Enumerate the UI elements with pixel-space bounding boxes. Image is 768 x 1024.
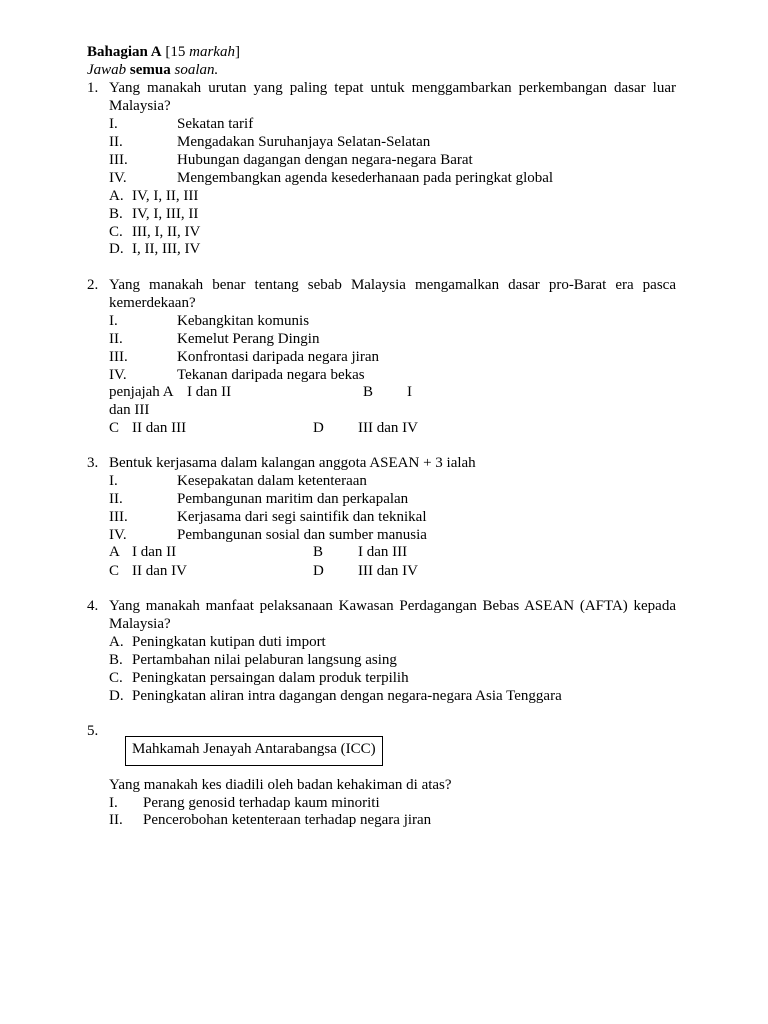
item-text: Pencerobohan ketenteraan terhadap negara jiran <box>143 812 432 828</box>
option-text: II dan IV <box>132 563 187 579</box>
option-text: IV, I, III, II <box>132 206 199 222</box>
item-text: Mengembangkan agenda kesederhanaan pada peringkat global <box>177 170 554 186</box>
question-number: 1. <box>87 80 99 96</box>
option-letter: D <box>313 420 324 436</box>
item-number: III. <box>109 152 128 168</box>
item-number: IV. <box>109 170 127 186</box>
option-text: III dan IV <box>358 420 418 436</box>
question-stem-continued: Malaysia? <box>109 98 171 114</box>
section-heading: Bahagian A [15 markah] <box>87 44 240 60</box>
option-letter: B. <box>109 206 123 222</box>
item-text: Hubungan dagangan dengan negara-negara Barat <box>177 152 473 168</box>
option-text: Peningkatan kutipan duti import <box>132 634 326 650</box>
item-text: Tekanan daripada negara bekas <box>177 367 365 383</box>
option-letter: A. <box>109 634 124 650</box>
item-number: I. <box>109 795 118 811</box>
item-text: Kebangkitan komunis <box>177 313 310 329</box>
item-number: III. <box>109 349 128 365</box>
item-number: II. <box>109 331 123 347</box>
item-text: Kerjasama dari segi saintifik dan teknikal <box>177 509 427 525</box>
item-number: II. <box>109 812 123 828</box>
item-number: I. <box>109 313 118 329</box>
item-text: Pembangunan maritim dan perkapalan <box>177 491 409 507</box>
item-text: Sekatan tarif <box>177 116 254 132</box>
question-number: 2. <box>87 277 99 293</box>
item-text: Kemelut Perang Dingin <box>177 331 320 347</box>
item-text: Pembangunan sosial dan sumber manusia <box>177 527 427 543</box>
question-stem: Yang manakah benar tentang sebab Malaysia mengamalkan dasar pro-Barat era pasca <box>109 277 676 293</box>
option-text: IV, I, II, III <box>132 188 199 204</box>
item-text-wrap: penjajah A <box>109 384 174 400</box>
option-letter: D <box>313 563 324 579</box>
stimulus-text: Mahkamah Jenayah Antarabangsa (ICC) <box>132 741 376 757</box>
question-stem-continued: kemerdekaan? <box>109 295 196 311</box>
option-text: I, II, III, IV <box>132 241 201 257</box>
option-text-continued: dan III <box>109 402 150 418</box>
question-stem: Yang manakah kes diadili oleh badan kehakiman di atas? <box>109 777 452 793</box>
item-text: Mengadakan Suruhanjaya Selatan-Selatan <box>177 134 431 150</box>
item-number: I. <box>109 116 118 132</box>
option-letter: B <box>313 544 324 560</box>
instruction: Jawab semua soalan. <box>87 62 219 78</box>
question-stem: Yang manakah manfaat pelaksanaan Kawasan Perdagangan Bebas ASEAN (AFTA) kepada <box>109 598 676 614</box>
question-number: 5. <box>87 723 99 739</box>
option-text: Peningkatan aliran intra dagangan dengan negara-negara Asia Tenggara <box>132 688 562 704</box>
option-letter: A <box>109 544 120 560</box>
item-text: Kesepakatan dalam ketenteraan <box>177 473 367 489</box>
question-number: 4. <box>87 598 99 614</box>
item-number: I. <box>109 473 118 489</box>
item-number: IV. <box>109 527 127 543</box>
item-text: Perang genosid terhadap kaum minoriti <box>143 795 380 811</box>
option-text: II dan III <box>132 420 187 436</box>
option-text: I dan III <box>358 544 408 560</box>
item-number: II. <box>109 134 123 150</box>
item-number: IV. <box>109 367 127 383</box>
item-number: III. <box>109 509 128 525</box>
option-letter: B <box>363 384 374 400</box>
option-letter: C <box>109 563 120 579</box>
option-letter: D. <box>109 241 124 257</box>
option-letter: C. <box>109 224 123 240</box>
item-number: II. <box>109 491 123 507</box>
option-letter: B. <box>109 652 123 668</box>
option-text: III dan IV <box>358 563 418 579</box>
option-letter: C <box>109 420 120 436</box>
question-stem: Yang manakah urutan yang paling tepat untuk menggambarkan perkembangan dasar luar <box>109 80 676 96</box>
option-text: I dan II <box>132 544 177 560</box>
option-letter: C. <box>109 670 123 686</box>
option-letter: A. <box>109 188 124 204</box>
question-stem: Bentuk kerjasama dalam kalangan anggota ASEAN + 3 ialah <box>109 455 476 471</box>
option-letter: D. <box>109 688 124 704</box>
option-text: I dan II <box>187 384 232 400</box>
option-text: Pertambahan nilai pelaburan langsung asing <box>132 652 397 668</box>
option-text: III, I, II, IV <box>132 224 201 240</box>
item-text: Konfrontasi daripada negara jiran <box>177 349 379 365</box>
question-number: 3. <box>87 455 99 471</box>
option-text: Peningkatan persaingan dalam produk terpilih <box>132 670 409 686</box>
option-text: I <box>407 384 412 400</box>
question-stem-continued: Malaysia? <box>109 616 171 632</box>
